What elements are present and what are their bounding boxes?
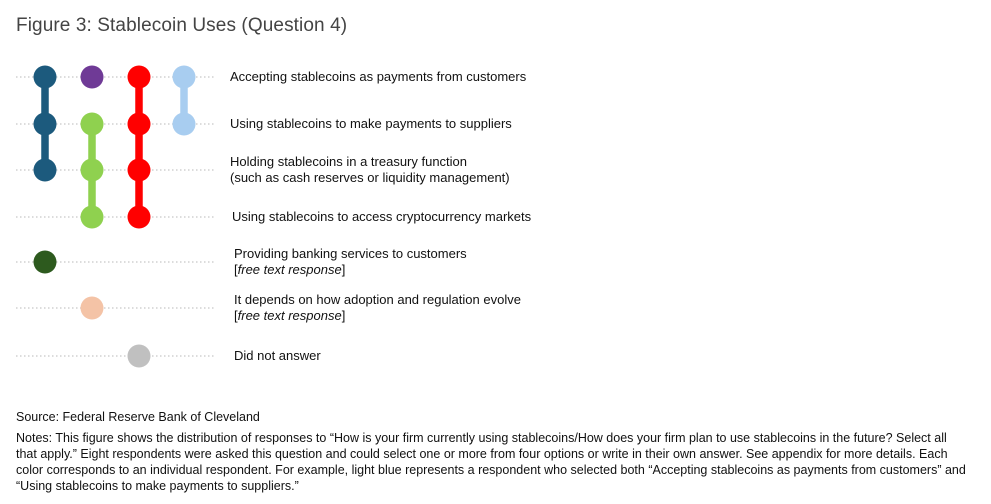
row-label-line1: Accepting stablecoins as payments from customers: [230, 69, 527, 84]
row-label-line1: Using stablecoins to make payments to suppliers: [230, 116, 512, 131]
free-text-note: free text response: [237, 308, 342, 323]
respondent-dot: [34, 113, 57, 136]
row-label-line1: Providing banking services to customers: [234, 246, 467, 261]
respondent-dot: [81, 206, 104, 229]
row-label-line2: [free text response]: [234, 308, 346, 323]
row-label: [234, 348, 321, 364]
row-label-line1: It depends on how adoption and regulation evolve: [234, 292, 521, 307]
row-label-line1: Did not answer: [234, 348, 321, 363]
respondent-dot: [173, 66, 196, 89]
row-label: [230, 116, 512, 132]
respondent-dot: [128, 206, 151, 229]
notes-text: Notes: This figure shows the distribution of responses to “How is your firm currently using stablecoins/How does your firm plan to use stablecoins in the future? Select all that apply.” Eight respondents were asked this question and could select one or more from four options or write in their own answer. See appendix for more details. Each color corresponds to an individual respondent. For example, light blue represents a respondent who selected both “Accepting stablecoins as payments from customers” and “Using stablecoins to make payments to suppliers.”: [16, 431, 966, 493]
respondent-dot: [128, 66, 151, 89]
respondent-dot: [34, 66, 57, 89]
source-note: Source: Federal Reserve Bank of Cleveland: [16, 410, 260, 424]
respondent-dot: [128, 113, 151, 136]
row-label: [232, 209, 531, 225]
respondent-dot: [81, 66, 104, 89]
row-label-line1: Holding stablecoins in a treasury function: [230, 154, 468, 169]
row-label: [234, 292, 521, 324]
chart-title: Figure 3: Stablecoin Uses (Question 4): [16, 15, 348, 36]
row-label-line1: Using stablecoins to access cryptocurrency markets: [232, 209, 532, 224]
row-label-line2: (such as cash reserves or liquidity management): [230, 170, 510, 185]
row-label: [234, 246, 467, 278]
row-label: [230, 69, 526, 85]
respondent-dot: [34, 159, 57, 182]
respondent-dot: [173, 113, 196, 136]
row-label-line2: [free text response]: [234, 262, 346, 277]
respondent-connector: [135, 77, 143, 217]
respondent-dot: [81, 297, 104, 320]
row-label: [230, 154, 510, 186]
respondent-dot: [81, 113, 104, 136]
free-text-note: free text response: [237, 262, 342, 277]
respondent-dot: [128, 345, 151, 368]
respondent-dot: [128, 159, 151, 182]
respondent-dot: [34, 251, 57, 274]
respondent-dot: [81, 159, 104, 182]
